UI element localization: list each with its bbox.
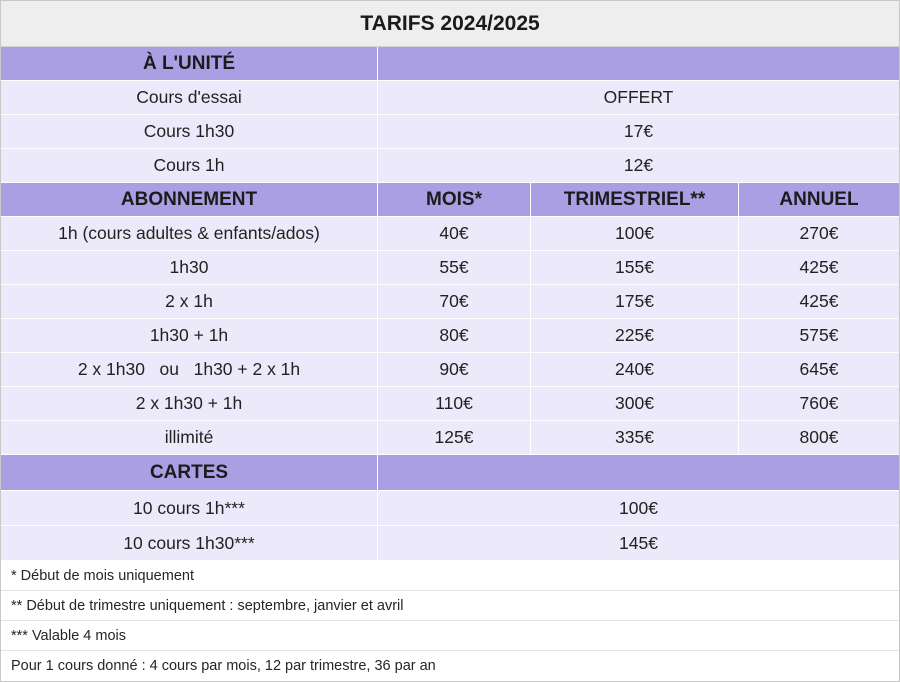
table-row: [1, 251, 899, 285]
annuel-price: 645€: [739, 353, 899, 387]
mois-price: 125€: [378, 421, 531, 455]
cartes-value: 145€: [378, 526, 899, 561]
table-title: TARIFS 2024/2025: [1, 1, 899, 47]
cartes-header-row: [1, 455, 899, 491]
unite-header: À L'UNITÉ: [1, 47, 378, 81]
table-row: [1, 81, 899, 115]
table-row: [1, 526, 899, 561]
unite-header-blank: [378, 47, 899, 81]
table-row: [1, 149, 899, 183]
table-row: [1, 319, 899, 353]
abonnement-label: 1h (cours adultes & enfants/ados): [1, 217, 378, 251]
footnote-row: [1, 651, 899, 681]
table-row: [1, 491, 899, 526]
title-row: [1, 1, 899, 47]
abonnement-label: 2 x 1h: [1, 285, 378, 319]
unite-header-row: [1, 47, 899, 81]
abonnement-header: ABONNEMENT: [1, 183, 378, 217]
table-row: [1, 115, 899, 149]
abonnement-label: 2 x 1h30 + 1h: [1, 387, 378, 421]
table-row: [1, 421, 899, 455]
unite-label: Cours 1h30: [1, 115, 378, 149]
trimestriel-price: 240€: [531, 353, 739, 387]
annuel-price: 575€: [739, 319, 899, 353]
cartes-label: 10 cours 1h***: [1, 491, 378, 526]
trimestriel-header: TRIMESTRIEL**: [531, 183, 739, 217]
mois-price: 90€: [378, 353, 531, 387]
unite-label: Cours 1h: [1, 149, 378, 183]
footnote-row: [1, 621, 899, 651]
mois-header: MOIS*: [378, 183, 531, 217]
trimestriel-price: 155€: [531, 251, 739, 285]
abonnement-header-row: [1, 183, 899, 217]
mois-price: 40€: [378, 217, 531, 251]
abonnement-label: illimité: [1, 421, 378, 455]
cartes-label: 10 cours 1h30***: [1, 526, 378, 561]
trimestriel-price: 335€: [531, 421, 739, 455]
cartes-header: CARTES: [1, 455, 378, 491]
mois-price: 110€: [378, 387, 531, 421]
annuel-price: 800€: [739, 421, 899, 455]
abonnement-label: 2 x 1h30 ou 1h30 + 2 x 1h: [1, 353, 378, 387]
mois-price: 55€: [378, 251, 531, 285]
abonnement-label: 1h30: [1, 251, 378, 285]
trimestriel-price: 225€: [531, 319, 739, 353]
table-row: [1, 353, 899, 387]
footnote-row: [1, 591, 899, 621]
unite-value: 12€: [378, 149, 899, 183]
unite-label: Cours d'essai: [1, 81, 378, 115]
annuel-price: 425€: [739, 285, 899, 319]
footnote: *** Valable 4 mois: [1, 621, 899, 651]
trimestriel-price: 175€: [531, 285, 739, 319]
cartes-value: 100€: [378, 491, 899, 526]
table-row: [1, 387, 899, 421]
footnote-row: [1, 561, 899, 591]
annuel-price: 270€: [739, 217, 899, 251]
annuel-header: ANNUEL: [739, 183, 899, 217]
annuel-price: 425€: [739, 251, 899, 285]
table-row: [1, 285, 899, 319]
mois-price: 80€: [378, 319, 531, 353]
trimestriel-price: 100€: [531, 217, 739, 251]
trimestriel-price: 300€: [531, 387, 739, 421]
annuel-price: 760€: [739, 387, 899, 421]
footnote: * Début de mois uniquement: [1, 561, 899, 591]
mois-price: 70€: [378, 285, 531, 319]
unite-value: 17€: [378, 115, 899, 149]
abonnement-label: 1h30 + 1h: [1, 319, 378, 353]
cartes-header-blank: [378, 455, 899, 491]
unite-value: OFFERT: [378, 81, 899, 115]
footnote: ** Début de trimestre uniquement : septembre, janvier et avril: [1, 591, 899, 621]
table-row: [1, 217, 899, 251]
footnote: Pour 1 cours donné : 4 cours par mois, 12 par trimestre, 36 par an: [1, 651, 899, 681]
